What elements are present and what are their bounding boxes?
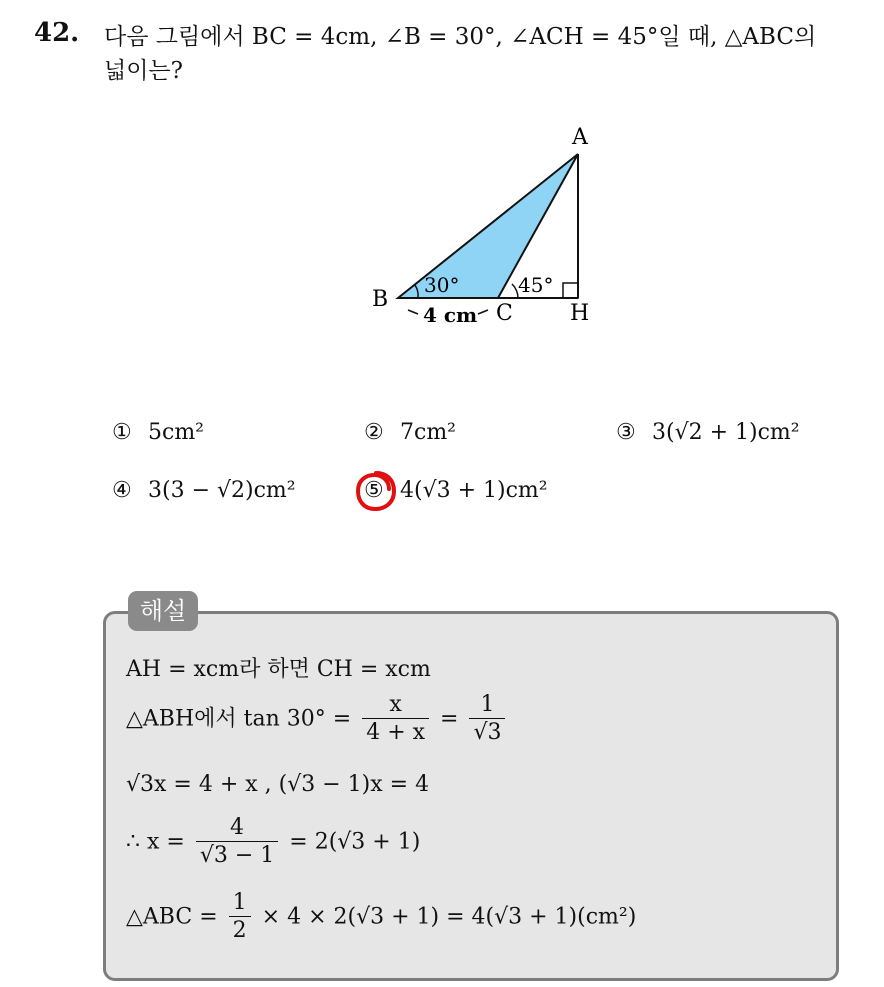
frac-num: 1 [232,890,247,915]
angle-b-label: 30° [424,273,460,297]
solution-line-3: √3x = 4 + x , (√3 − 1)x = 4 [126,772,430,797]
choice-3-marker: ③ [616,420,636,445]
side-bc-label: 4 cm [423,303,478,327]
solution-tab: 해설 [128,591,198,631]
frac-num: 1 [480,692,495,717]
solution-line-5 [126,890,636,945]
solution-line-5-prefix: △ABC = [126,904,218,930]
solution-line-5-suffix: × 4 × 2(√3 + 1) = 4(√3 + 1)(cm²) [261,904,637,930]
vertex-label-a: A [572,125,588,150]
choice-4-marker: ④ [112,478,132,503]
question-text [104,20,874,88]
solution-line-4-suffix: = 2(√3 + 1) [289,829,421,855]
choice-3[interactable] [616,420,800,445]
right-angle-mark [563,283,578,298]
equals-sign: = [440,706,459,732]
choice-2[interactable] [364,420,456,445]
choice-5-marker: ⑤ [364,478,384,503]
frac-num: 4 [230,815,245,840]
frac-den: 4 + x [362,718,429,747]
fraction-4-over-sqrt3-minus-1 [196,815,278,870]
choice-4-text: 3(3 − √2)cm² [148,478,296,503]
vertex-label-h: H [570,301,590,326]
dimension-tick-left [408,310,418,314]
fraction-one-half [229,890,251,945]
choice-2-marker: ② [364,420,384,445]
question-line-1: 다음 그림에서 BC = 4cm, ∠B = 30°, ∠ACH = 45°일 때, △ABC의 [104,24,817,50]
frac-den: 2 [229,916,251,945]
angle-c-label: 45° [518,273,554,297]
fraction-1-over-sqrt3 [469,692,505,747]
choice-5-text: 4(√3 + 1)cm² [400,478,548,503]
question-line-2: 넓이는? [104,58,183,84]
solution-line-2 [126,692,509,747]
choice-3-text: 3(√2 + 1)cm² [652,420,800,445]
frac-den: √3 − 1 [196,841,278,870]
choice-1[interactable] [112,420,204,445]
fraction-x-over-4-plus-x [362,692,429,747]
frac-num: x [389,692,402,717]
choice-1-text: 5cm² [148,420,204,445]
choice-4[interactable] [112,478,296,503]
vertex-label-c: C [496,301,513,326]
triangle-figure [360,118,600,333]
dimension-tick-right [478,310,488,314]
solution-line-4-prefix: ∴ x = [126,829,185,855]
solution-line-2-prefix: △ABH에서 tan 30° = [126,706,352,732]
choice-2-text: 7cm² [400,420,456,445]
frac-den: √3 [469,718,505,747]
vertex-label-b: B [372,287,389,312]
answer-circle-mark [352,467,400,515]
question-number: 42. [34,18,80,48]
solution-line-1: AH = xcm라 하면 CH = xcm [126,657,431,682]
solution-line-4 [126,815,420,870]
choice-1-marker: ① [112,420,132,445]
